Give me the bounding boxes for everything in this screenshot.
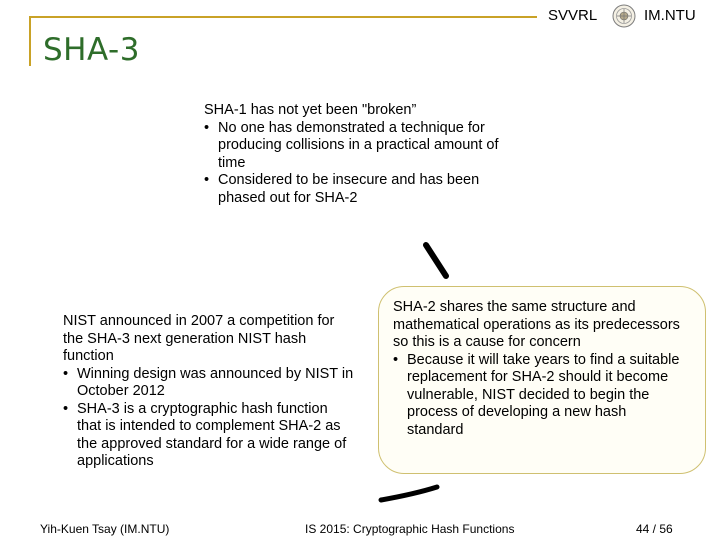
- department-name: IM.NTU: [644, 7, 696, 24]
- page-number: 44 / 56: [636, 522, 673, 536]
- footer-course: IS 2015: Cryptographic Hash Functions: [305, 522, 515, 536]
- lab-name: SVVRL: [548, 7, 598, 24]
- arrow-top: [426, 245, 446, 276]
- text-block-top: [204, 102, 524, 207]
- block-left-lead: NIST announced in 2007 a competition for the SHA-3 next generation NIST hash function: [63, 313, 335, 364]
- block-top-bullet: • No one has demonstrated a technique for producing collisions in a practical amount of time: [204, 120, 524, 173]
- block-right-lead: SHA-2 shares the same structure and mathematical operations as its predecessors so this is a cause for concern: [393, 299, 680, 350]
- block-top-lead: SHA-1 has not yet been "broken”: [204, 102, 417, 118]
- block-right-bullet: • Because it will take years to find a suitable replacement for SHA-2 should it become vulnerable, NIST decided to begin the process of developing a new hash standard: [393, 352, 683, 440]
- text-block-right: [393, 299, 683, 439]
- slide-title: SHA-3: [43, 32, 140, 68]
- text-block-left: [63, 313, 355, 471]
- footer-author: Yih-Kuen Tsay (IM.NTU): [40, 522, 170, 536]
- block-left-bullet: • SHA-3 is a cryptographic hash function that is intended to complement SHA-2 as the approved standard for a wide range of applications: [63, 401, 355, 471]
- block-top-bullet: • Considered to be insecure and has been phased out for SHA-2: [204, 172, 524, 207]
- arrow-bottom: [381, 487, 437, 500]
- block-left-bullet: • Winning design was announced by NIST in October 2012: [63, 366, 355, 401]
